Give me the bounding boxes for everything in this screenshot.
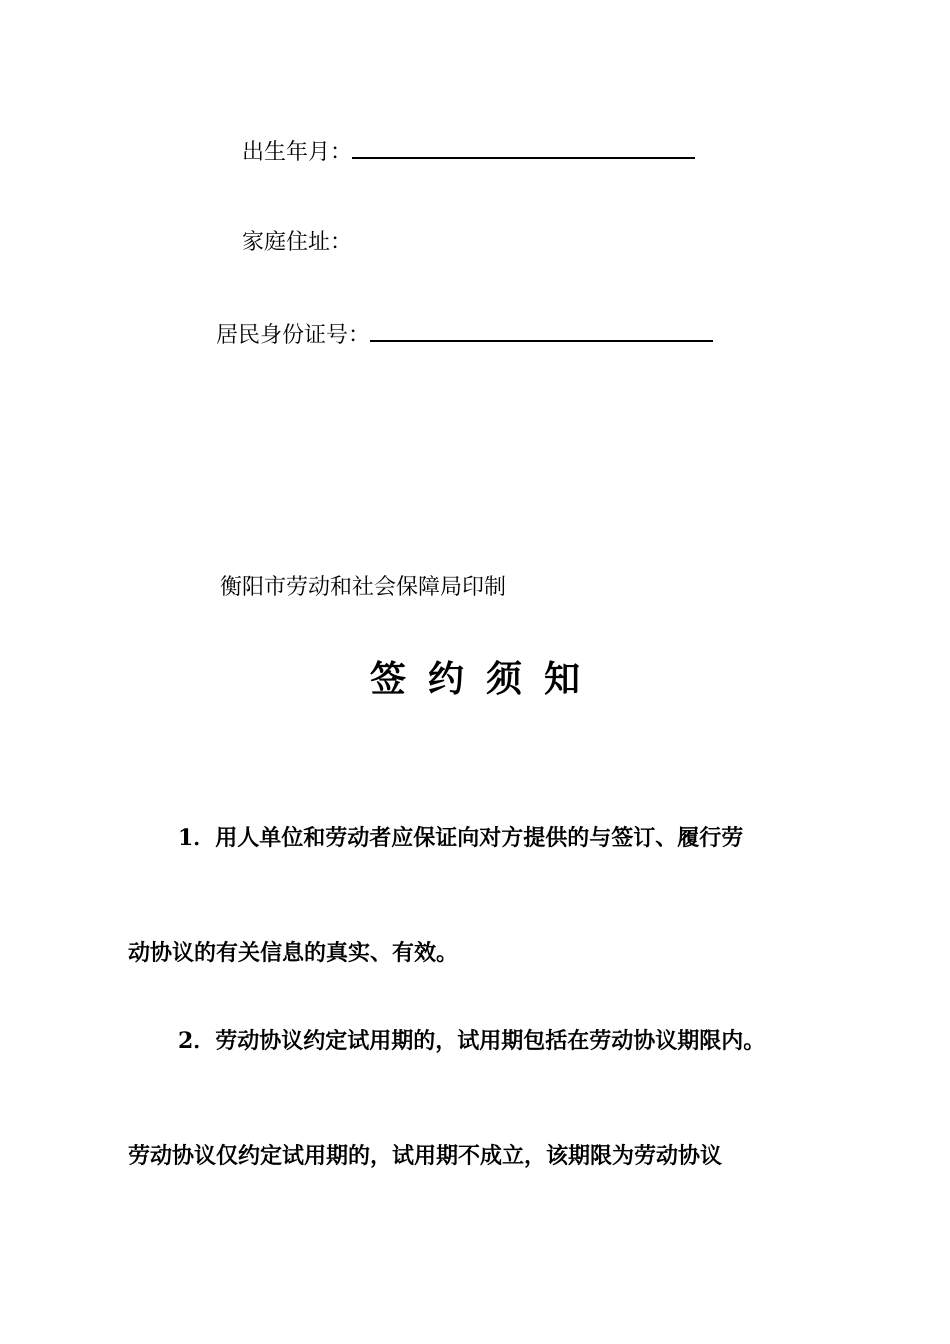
birth-date-blank-line[interactable] <box>352 137 695 159</box>
notice-item-1-line-1: 1．用人单位和劳动者应保证向对方提供的与签订、履行劳 <box>178 825 744 851</box>
section-title: 签约须知 <box>369 659 602 700</box>
birth-date-field <box>242 137 695 168</box>
notice-item-1-line-2: 动协议的有关信息的真实、有效。 <box>128 940 459 966</box>
birth-date-label: 出生年月： <box>242 140 353 165</box>
id-number-field <box>216 320 713 351</box>
notice-item-2-line-2: 劳动协议仅约定试用期的，试用期不成立，该期限为劳动协议 <box>128 1143 723 1169</box>
id-number-blank-line[interactable] <box>370 320 713 342</box>
home-address-label: 家庭住址： <box>242 230 353 255</box>
home-address-field <box>242 228 352 258</box>
notice-item-2-line-1: 2．劳动协议约定试用期的，试用期包括在劳动协议期限内。 <box>178 1028 766 1054</box>
printer-line: 衡阳市劳动和社会保障局印制 <box>220 575 507 600</box>
id-number-label: 居民身份证号： <box>216 323 371 348</box>
